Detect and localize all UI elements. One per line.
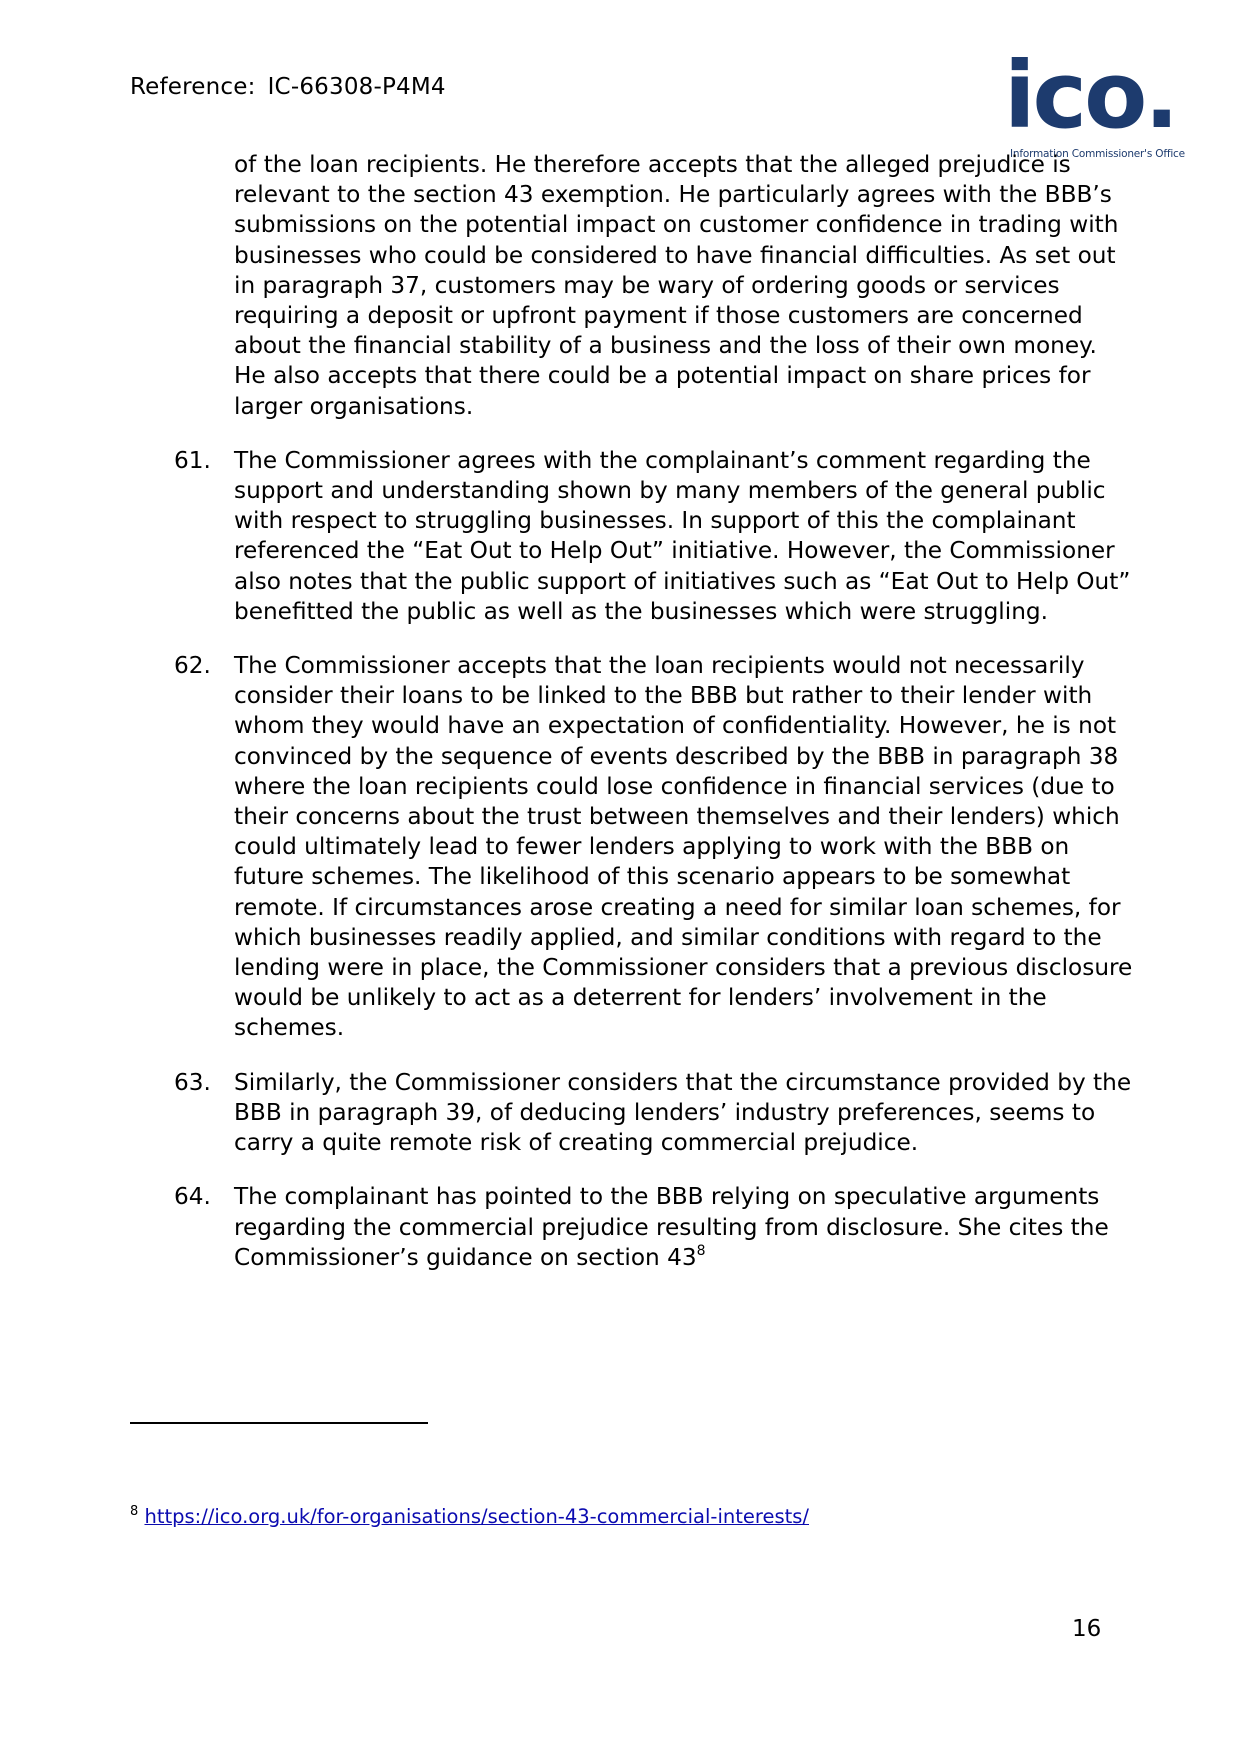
- paragraph-64: [174, 1182, 1134, 1273]
- reference-value: IC-66308-P4M4: [267, 74, 446, 100]
- footnote: [130, 1505, 809, 1528]
- logo-subtitle: Information Commissioner's Office: [1010, 148, 1185, 160]
- footnote-link[interactable]: https://ico.org.uk/for-organisations/section-43-commercial-interests/: [144, 1505, 809, 1528]
- logo-wordmark: ico.: [1004, 42, 1177, 149]
- paragraph-number: 64.: [174, 1183, 211, 1211]
- paragraph-text: Similarly, the Commissioner considers that the circumstance provided by the BBB in paragraph 39, of deducing lenders’ industry preferences, seems to carry a quite remote risk of creating commercial prejudice.: [234, 1068, 1132, 1157]
- footnote-marker: 8: [130, 1504, 139, 1519]
- reference-header: [130, 74, 446, 100]
- paragraph-61: [174, 446, 1134, 627]
- paragraph-63: [174, 1068, 1134, 1159]
- paragraph-number: 62.: [174, 652, 211, 680]
- paragraph-text: The complainant has pointed to the BBB relying on speculative arguments regarding the commercial prejudice resulting from disclosure. She cites the Commissioner’s guidance on section 43: [234, 1183, 1109, 1271]
- page-number: 16: [1072, 1616, 1102, 1642]
- continuation-paragraph: of the loan recipients. He therefore accepts that the alleged prejudice is relevant to the section 43 exemption. He particularly agrees with the BBB’s submissions on the potential impact on customer confidence in trading with businesses who could be considered to have financial difficulties. As set out in paragraph 37, customers may be wary of ordering goods or services requiring a deposit or upfront payment if those customers are concerned about the financial stability of a business and the loss of their own money. He also accepts that there could be a potential impact on share prices for larger organisations.: [234, 151, 1119, 420]
- paragraph-text: The Commissioner accepts that the loan recipients would not necessarily consider their loans to be linked to the BBB but rather to their lender with whom they would have an expectation of confidentiality. However, he is not convinced by the sequence of events described by the BBB in paragraph 38 where the loan recipients could lose confidence in financial services (due to their concerns about the trust between themselves and their lenders) which could ultimately lead to fewer lenders applying to work with the BBB on future schemes. The likelihood of this scenario appears to be somewhat remote. If circumstances arose creating a need for similar loan schemes, for which businesses readily applied, and similar conditions with regard to the lending were in place, the Commissioner considers that a previous disclosure would be unlikely to act as a deterrent for lenders’ involvement in the schemes.: [234, 652, 1133, 1042]
- footnote-reference[interactable]: 8: [696, 1242, 706, 1259]
- reference-label: Reference:: [130, 74, 256, 100]
- paragraph-number: 61.: [174, 446, 211, 474]
- paragraph-text: The Commissioner agrees with the complainant’s comment regarding the support and understanding shown by many members of the general public with respect to struggling businesses. In support of this the complainant referenced the “Eat Out to Help Out” initiative. However, the Commissioner also notes that the public support of initiatives such as “Eat Out to Help Out” benefitted the public as well as the businesses which were struggling.: [234, 446, 1131, 625]
- document-body: [0, 150, 1241, 1273]
- paragraph-number: 63.: [174, 1068, 211, 1096]
- footnote-separator: [130, 1422, 428, 1424]
- paragraph-62: [174, 651, 1134, 1044]
